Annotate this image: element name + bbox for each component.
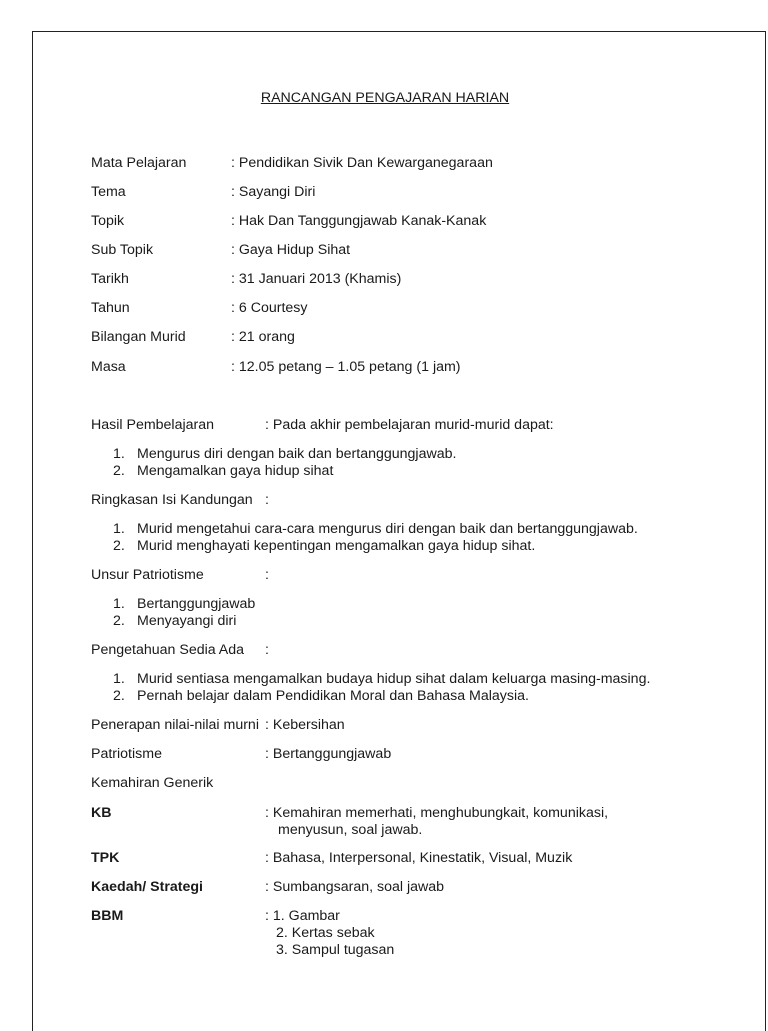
bbm-label: BBM bbox=[91, 908, 124, 924]
list-item-text: Bertanggungjawab bbox=[137, 596, 256, 612]
section-value: : Bertanggungjawab bbox=[265, 746, 392, 762]
section-colon: : bbox=[265, 492, 269, 508]
info-value: : Sayangi Diri bbox=[231, 184, 316, 200]
kaedah-value: : Sumbangsaran, soal jawab bbox=[265, 879, 445, 895]
section-label: Pengetahuan Sedia Ada bbox=[91, 642, 245, 658]
kb-value-line1: : Kemahiran memerhati, menghubungkait, komunikasi, bbox=[265, 805, 609, 821]
list-number: 2. bbox=[113, 538, 125, 554]
info-value: : Pendidikan Sivik Dan Kewarganegaraan bbox=[231, 155, 493, 171]
kb-value-line2: menyusun, soal jawab. bbox=[278, 822, 423, 838]
list-item bbox=[113, 521, 638, 538]
list-item-text: Mengamalkan gaya hidup sihat bbox=[137, 463, 334, 479]
list-item-text: Murid menghayati kepentingan mengamalkan gaya hidup sihat. bbox=[137, 538, 536, 554]
list-item: 2. Kertas sebak bbox=[276, 925, 375, 941]
section-label: Hasil Pembelajaran bbox=[91, 417, 215, 433]
list-item bbox=[113, 596, 255, 613]
section-colon: : bbox=[265, 567, 269, 583]
section-label: Ringkasan Isi Kandungan bbox=[91, 492, 253, 508]
document-title: RANCANGAN PENGAJARAN HARIAN bbox=[260, 90, 510, 106]
section-label: Unsur Patriotisme bbox=[91, 567, 204, 583]
list-item: : 1. Gambar bbox=[265, 908, 340, 924]
info-label: Sub Topik bbox=[91, 242, 154, 258]
pengetahuan-list bbox=[113, 671, 650, 705]
info-label: Mata Pelajaran bbox=[91, 155, 187, 171]
list-item-text: Menyayangi diri bbox=[137, 613, 237, 629]
list-number: 1. bbox=[113, 596, 125, 612]
list-item bbox=[113, 538, 638, 555]
unsur-patriotisme-list bbox=[113, 596, 255, 630]
list-number: 2. bbox=[113, 688, 125, 704]
info-label: Bilangan Murid bbox=[91, 329, 186, 345]
list-item bbox=[113, 463, 456, 480]
tpk-value: : Bahasa, Interpersonal, Kinestatik, Visual, Muzik bbox=[265, 850, 573, 866]
ringkasan-list bbox=[113, 521, 638, 555]
info-value: : 6 Courtesy bbox=[231, 300, 308, 316]
section-label: Kemahiran Generik bbox=[91, 775, 214, 791]
hasil-pembelajaran-list bbox=[113, 446, 456, 480]
list-item-text: Murid sentiasa mengamalkan budaya hidup sihat dalam keluarga masing-masing. bbox=[137, 671, 651, 687]
document-page bbox=[32, 31, 766, 1031]
section-value: : Kebersihan bbox=[265, 717, 345, 733]
tpk-label: TPK bbox=[91, 850, 120, 866]
info-label: Masa bbox=[91, 359, 126, 375]
kaedah-label: Kaedah/ Strategi bbox=[91, 879, 203, 895]
list-number: 1. bbox=[113, 521, 125, 537]
info-value: : 31 Januari 2013 (Khamis) bbox=[231, 271, 402, 287]
info-value: : Gaya Hidup Sihat bbox=[231, 242, 351, 258]
section-label: Penerapan nilai-nilai murni bbox=[91, 717, 259, 733]
info-label: Tema bbox=[91, 184, 126, 200]
list-item-text: Pernah belajar dalam Pendidikan Moral dan Bahasa Malaysia. bbox=[137, 688, 529, 704]
list-item bbox=[113, 613, 255, 630]
kb-label: KB bbox=[91, 805, 112, 821]
list-number: 1. bbox=[113, 446, 125, 462]
info-value: : Hak Dan Tanggungjawab Kanak-Kanak bbox=[231, 213, 487, 229]
info-label: Tahun bbox=[91, 300, 130, 316]
list-number: 1. bbox=[113, 671, 125, 687]
list-item bbox=[113, 688, 650, 705]
section-colon: : bbox=[265, 642, 269, 658]
info-value: : 12.05 petang – 1.05 petang (1 jam) bbox=[231, 359, 461, 375]
info-value: : 21 orang bbox=[231, 329, 295, 345]
list-item bbox=[113, 671, 650, 688]
section-label: Patriotisme bbox=[91, 746, 162, 762]
info-label: Tarikh bbox=[91, 271, 129, 287]
list-item bbox=[113, 446, 456, 463]
bbm-list bbox=[265, 908, 394, 959]
list-item-text: Mengurus diri dengan baik dan bertanggungjawab. bbox=[137, 446, 457, 462]
list-number: 2. bbox=[113, 463, 125, 479]
list-item-text: Murid mengetahui cara-cara mengurus diri dengan baik dan bertanggungjawab. bbox=[137, 521, 638, 537]
info-label: Topik bbox=[91, 213, 125, 229]
list-item: 3. Sampul tugasan bbox=[276, 942, 395, 958]
section-value: : Pada akhir pembelajaran murid-murid dapat: bbox=[265, 417, 554, 433]
list-number: 2. bbox=[113, 613, 125, 629]
